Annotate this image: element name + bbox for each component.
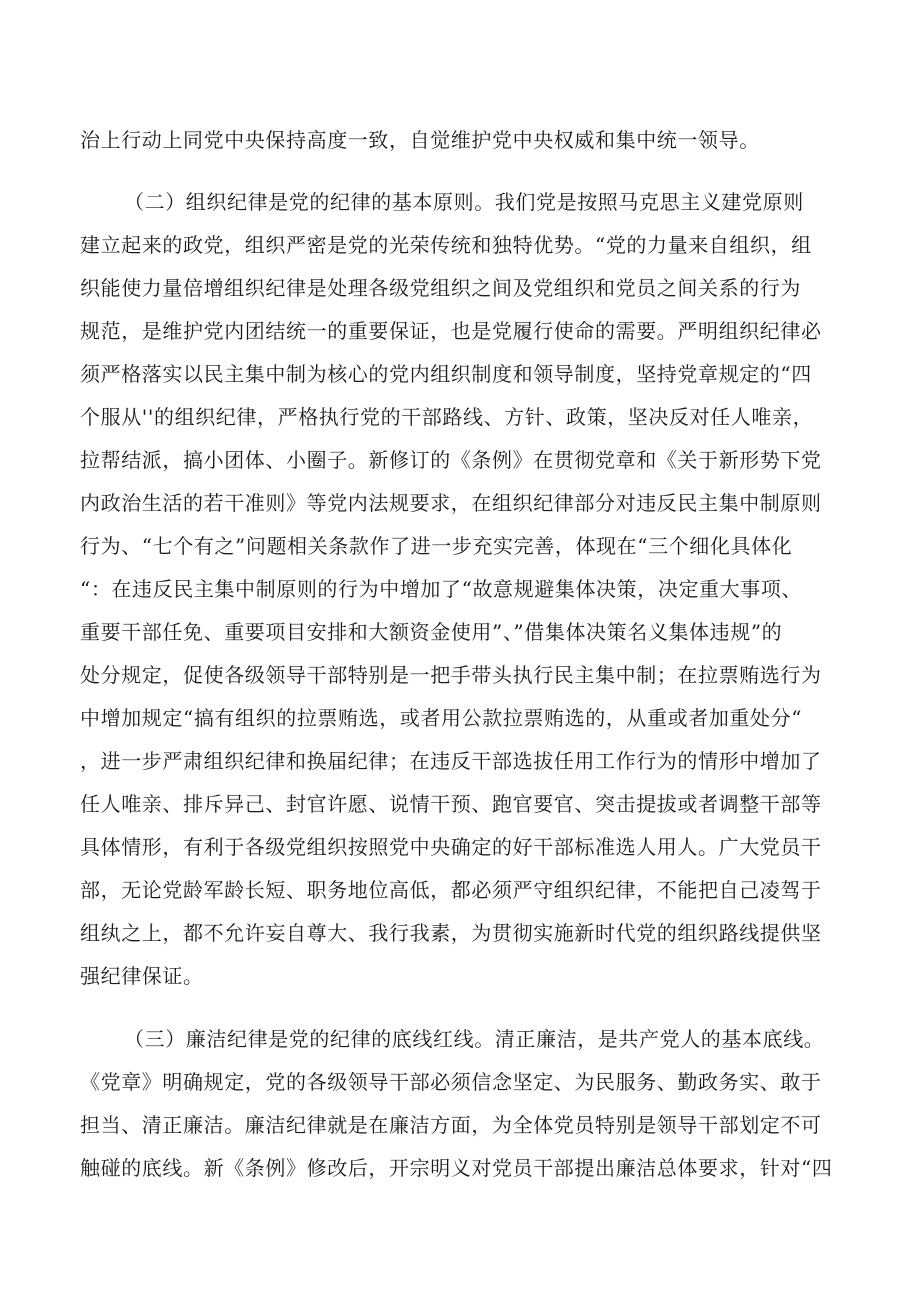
text-line: 担当、清正廉洁。廉洁纪律就是在廉洁方面，为全体党员特别是领导干部划定不可 bbox=[80, 1113, 822, 1137]
text-line: 处分规定，促使各级领导干部特别是一把手带头执行民主集中制；在拉票贿选行为 bbox=[80, 663, 822, 687]
text-line: 部，无论党龄军龄长短、职务地位高低，都必须严守组织纪律，不能把自己凌驾于 bbox=[80, 878, 822, 902]
text-line: 行为、“七个有之”问题相关条款作了进一步充实完善，体现在“三个细化具体化 bbox=[80, 534, 793, 558]
text-line: ，进一步严肃组织纪律和换届纪律；在违反干部选拔任用工作行为的情形中增加了 bbox=[80, 749, 822, 773]
text-line: 内政治生活的若干准则》等党内法规要求，在组织纪律部分对违反民主集中制原则 bbox=[80, 491, 822, 515]
text-line: 个服从''的组织纪律，严格执行党的干部路线、方针、政策，坚决反对任人唯亲， bbox=[80, 405, 814, 429]
text-line: 组纨之上，都不允许妄自尊大、我行我素，为贯彻实施新时代党的组织路线提供坚 bbox=[80, 921, 822, 945]
text-line: 具体情形，有利于各级党组织按照党中央确定的好干部标准选人用人。广大党员干 bbox=[80, 835, 822, 859]
text-line: 规范，是维护党内团结统一的重要保证，也是党履行使命的需要。严明组织纪律必 bbox=[80, 319, 822, 343]
text-line: 任人唯亲、排斥异己、封官许愿、说情干预、跑官要官、突击提拔或者调整干部等 bbox=[80, 792, 822, 816]
text-line: “：在违反民主集中制原则的行为中增加了“故意规避集体决策，决定重大事项、 bbox=[80, 577, 803, 601]
text-line: 重要干部任免、重要项目安排和大额资金使用”、”借集体决策名义集体违规”的 bbox=[80, 620, 783, 644]
text-line: 治上行动上同党中央保持高度一致，自觉维护党中央权威和集中统一领导。 bbox=[80, 128, 760, 152]
text-line: 中增加规定“搞有组织的拉票贿选，或者用公款拉票贿选的，从重或者加重处分“ bbox=[80, 706, 803, 730]
text-line: 触碰的底线。新《条例》修改后，开宗明义对党员干部提出廉洁总体要求，针对“四 bbox=[80, 1156, 833, 1180]
text-line: 建立起来的政党，组织严密是党的光荣传统和独特优势。“党的力量来自组织，组 bbox=[80, 233, 812, 257]
text-line: 织能使力量倍增组织纪律是处理各级党组织之间及党组织和党员之间关系的行为 bbox=[80, 276, 801, 300]
text-line: 须严格落实以民主集中制为核心的党内组织制度和领导制度，坚持党章规定的“四 bbox=[80, 362, 812, 386]
section-heading-line: （二）组织纪律是党的纪律的基本原则。我们党是按照马克思主义建党原则 bbox=[124, 190, 804, 214]
text-line: 强纪律保证。 bbox=[80, 964, 204, 988]
text-line: 拉帮结派，搞小团体、小圈子。新修订的《条例》在贯彻党章和《关于新形势下党 bbox=[80, 448, 822, 472]
text-line: 《党章》明确规定，党的各级领导干部必须信念坚定、为民服务、勤政务实、敢于 bbox=[80, 1070, 822, 1094]
section-heading-line: （三）廉洁纪律是党的纪律的底线红线。清正廉洁，是共产党人的基本底线。 bbox=[124, 1027, 825, 1051]
